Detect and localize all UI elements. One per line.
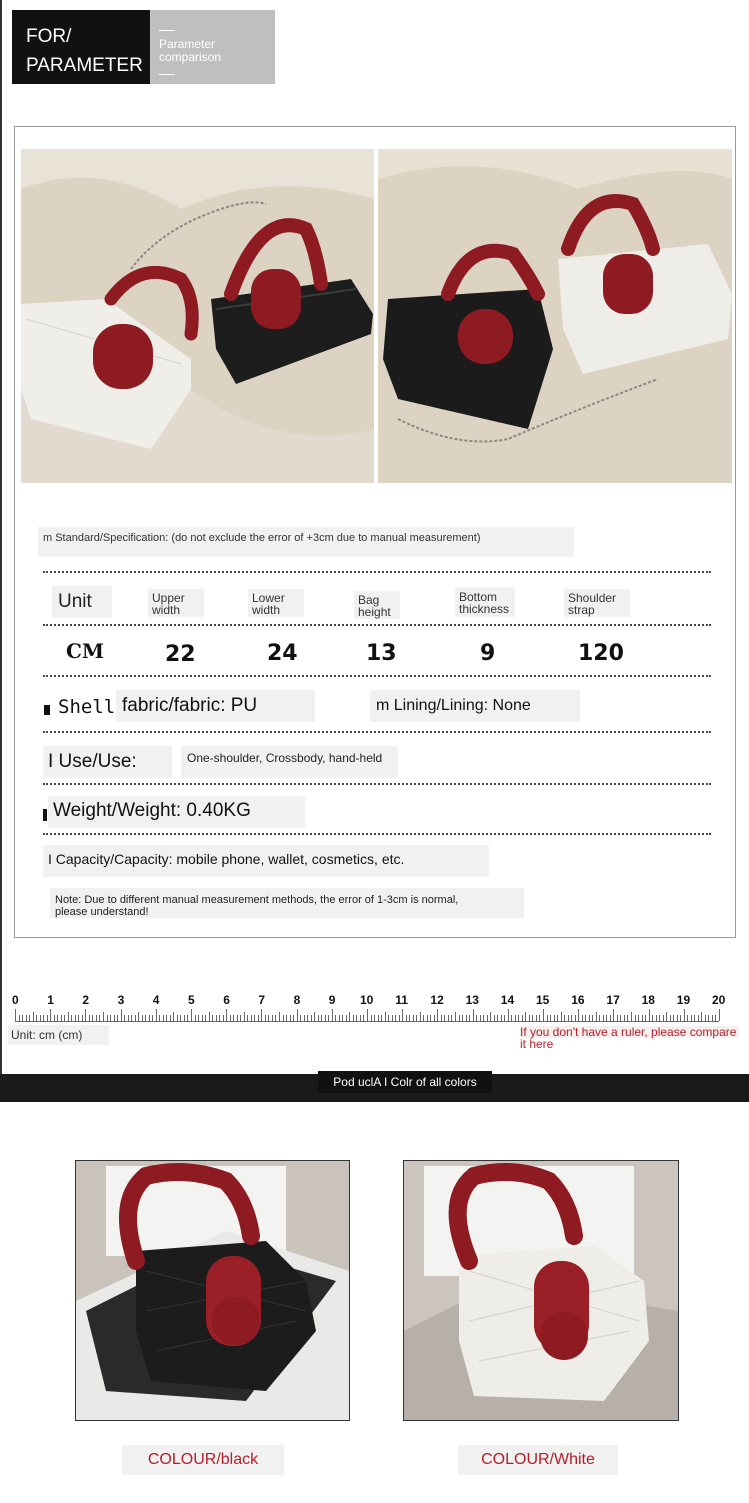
bullet-icon	[44, 705, 50, 715]
col-header-upper-l1: Upper	[152, 591, 185, 605]
ruler-tick	[149, 1015, 150, 1021]
ruler-tick	[571, 1015, 572, 1021]
ruler-tick	[247, 1015, 248, 1021]
ruler-tick	[142, 1015, 143, 1021]
ruler-tick	[497, 1015, 498, 1021]
ruler-tick	[529, 1015, 530, 1021]
ruler-tick	[209, 1012, 210, 1021]
ruler-tick	[666, 1012, 667, 1021]
ruler-tick	[413, 1015, 414, 1021]
ruler-number: 6	[223, 993, 230, 1007]
ruler-tick	[272, 1015, 273, 1021]
col-header-upper-width	[148, 589, 204, 617]
ruler-tick	[180, 1015, 181, 1021]
ruler-tick	[230, 1015, 231, 1021]
measurement-note	[50, 888, 524, 918]
ruler-tick	[96, 1015, 97, 1021]
ruler-tick	[596, 1012, 597, 1021]
col-header-height-l1: Bag	[358, 593, 380, 607]
ruler-tick	[638, 1015, 639, 1021]
ruler-tick	[19, 1015, 20, 1021]
ruler-tick	[198, 1015, 199, 1021]
ruler-tick	[480, 1015, 481, 1021]
ruler-tick	[656, 1015, 657, 1021]
ruler-tick	[279, 1012, 280, 1021]
value-unit: CM	[66, 639, 105, 663]
ruler-tick	[441, 1015, 442, 1021]
col-header-lower-width	[248, 589, 304, 617]
value-upper-width: 22	[165, 642, 196, 667]
ruler-tick	[223, 1015, 224, 1021]
ruler-tick	[455, 1012, 456, 1021]
ruler-number: 11	[395, 993, 408, 1007]
ruler-tick	[673, 1015, 674, 1021]
shell-prefix: Shell	[58, 696, 116, 718]
ruler-tick	[406, 1015, 407, 1021]
ruler-tick	[483, 1015, 484, 1021]
ruler-tick	[374, 1015, 375, 1021]
ruler-tick	[578, 1009, 579, 1021]
ruler-tick	[138, 1012, 139, 1021]
ruler-tick	[649, 1009, 650, 1021]
ruler-tick	[40, 1015, 41, 1021]
ruler-tick	[557, 1015, 558, 1021]
caption-black: COLOUR/black	[122, 1445, 284, 1475]
divider-2	[43, 624, 711, 626]
divider-1	[43, 571, 711, 573]
ruler-tick	[283, 1015, 284, 1021]
ruler-tick	[504, 1015, 505, 1021]
compare-line2: it here	[520, 1037, 554, 1051]
ruler-tick	[490, 1012, 491, 1021]
ruler-tick	[240, 1015, 241, 1021]
ruler-tick	[462, 1015, 463, 1021]
ruler-tick	[536, 1015, 537, 1021]
section-title-line2: PARAMETER	[26, 55, 143, 76]
ruler-tick	[293, 1015, 294, 1021]
ruler-tick	[610, 1015, 611, 1021]
ruler-tick	[423, 1015, 424, 1021]
ruler-tick	[156, 1009, 157, 1021]
ruler-tick	[261, 1009, 262, 1021]
ruler-tick	[677, 1015, 678, 1021]
ruler-tick	[416, 1015, 417, 1021]
ruler-tick	[515, 1015, 516, 1021]
ruler-tick	[409, 1015, 410, 1021]
ruler-tick	[367, 1009, 368, 1021]
product-photo-right	[378, 149, 732, 483]
ruler-tick	[29, 1015, 30, 1021]
ruler-tick	[473, 1009, 474, 1021]
ruler-tick	[547, 1015, 548, 1021]
weight-bullet-icon	[43, 809, 47, 821]
ruler-tick	[237, 1015, 238, 1021]
ruler-tick	[321, 1015, 322, 1021]
use-value: One-shoulder, Crossbody, hand-held	[181, 746, 398, 778]
ruler-tick	[346, 1015, 347, 1021]
ruler-tick	[564, 1015, 565, 1021]
section-title-block	[12, 10, 150, 84]
ruler-number: 13	[465, 993, 479, 1007]
page-edge-line	[0, 0, 2, 1075]
divider-6	[43, 833, 711, 835]
ruler-tick	[494, 1015, 495, 1021]
ruler-tick	[582, 1015, 583, 1021]
ruler-tick	[103, 1012, 104, 1021]
ruler-tick	[659, 1015, 660, 1021]
ruler-tick	[124, 1015, 125, 1021]
ruler-tick	[691, 1015, 692, 1021]
ruler-tick	[712, 1015, 713, 1021]
col-header-lower-l2: width	[252, 603, 281, 617]
ruler-number: 17	[606, 993, 620, 1007]
ruler-tick	[392, 1015, 393, 1021]
ruler-tick	[68, 1012, 69, 1021]
ruler-tick	[219, 1015, 220, 1021]
ruler-number: 2	[82, 993, 90, 1007]
ruler-tick	[99, 1015, 100, 1021]
capacity-info: I Capacity/Capacity: mobile phone, wallet, cosmetics, etc.	[43, 845, 489, 877]
ruler-number: 1	[47, 993, 54, 1007]
ruler-number: 12	[430, 993, 444, 1007]
ruler-tick	[205, 1015, 206, 1021]
ruler-tick	[561, 1012, 562, 1021]
ruler-tick	[216, 1015, 217, 1021]
ruler-tick	[318, 1015, 319, 1021]
ruler-tick	[430, 1015, 431, 1021]
ruler-tick	[226, 1009, 227, 1021]
ruler-tick	[378, 1015, 379, 1021]
lining-info: m Lining/Lining: None	[370, 690, 580, 722]
section-title-line1: FOR/	[26, 26, 72, 47]
value-bottom-thickness: 9	[480, 641, 496, 666]
ruler-tick	[107, 1015, 108, 1021]
ruler-tick	[297, 1009, 298, 1021]
ruler-tick	[314, 1012, 315, 1021]
ruler-number: 7	[258, 993, 266, 1007]
ruler-tick	[684, 1009, 685, 1021]
ruler-number: 16	[571, 993, 585, 1007]
ruler-number: 3	[117, 993, 125, 1007]
value-lower-width: 24	[267, 641, 298, 666]
ruler-tick	[501, 1015, 502, 1021]
ruler-tick	[258, 1015, 259, 1021]
ruler-tick	[78, 1015, 79, 1021]
ruler-tick	[300, 1015, 301, 1021]
ruler-tick	[233, 1015, 234, 1021]
ruler-tick	[290, 1015, 291, 1021]
ruler-number: 10	[360, 993, 374, 1007]
ruler-number: 19	[676, 993, 691, 1007]
shell-fabric: fabric/fabric: PU	[116, 690, 315, 722]
ruler-tick	[33, 1012, 34, 1021]
ruler-tick	[522, 1015, 523, 1021]
ruler-tick	[307, 1015, 308, 1021]
ruler-tick	[304, 1015, 305, 1021]
ruler-tick	[420, 1012, 421, 1021]
ruler-tick	[434, 1015, 435, 1021]
ruler-tick	[85, 1009, 86, 1021]
ruler-tick	[599, 1015, 600, 1021]
ruler-tick	[448, 1015, 449, 1021]
ruler-tick	[43, 1015, 44, 1021]
ruler-tick	[163, 1015, 164, 1021]
ruler-tick	[444, 1015, 445, 1021]
ruler-number: 20	[712, 993, 726, 1007]
section-subtitle-block	[150, 10, 275, 84]
use-label: I Use/Use:	[43, 746, 172, 778]
ruler-number: 14	[500, 993, 515, 1007]
ruler-tick	[698, 1015, 699, 1021]
ruler-tick	[311, 1015, 312, 1021]
subtitle-dash-top	[159, 30, 175, 31]
ruler-tick	[26, 1015, 27, 1021]
ruler-tick	[332, 1009, 333, 1021]
ruler-tick	[631, 1012, 632, 1021]
col-header-bag-height	[354, 591, 400, 619]
ruler-tick	[670, 1015, 671, 1021]
ruler-tick	[603, 1015, 604, 1021]
ruler-tick	[388, 1015, 389, 1021]
ruler-number: 4	[152, 993, 160, 1007]
ruler-tick	[173, 1012, 174, 1021]
ruler-tick	[353, 1015, 354, 1021]
ruler-tick	[694, 1015, 695, 1021]
ruler-tick	[212, 1015, 213, 1021]
ruler-tick	[554, 1015, 555, 1021]
ruler-tick	[22, 1015, 23, 1021]
ruler-tick	[110, 1015, 111, 1021]
ruler-tick	[275, 1015, 276, 1021]
ruler-tick	[356, 1015, 357, 1021]
col-header-strap-l1: Shoulder	[568, 591, 617, 605]
col-header-strap-l2: strap	[568, 603, 595, 617]
ruler-tick	[114, 1015, 115, 1021]
ruler-tick	[575, 1015, 576, 1021]
ruler-tick	[385, 1012, 386, 1021]
ruler-unit-label: Unit: cm (cm)	[8, 1025, 109, 1045]
ruler-tick	[701, 1012, 702, 1021]
ruler-tick	[539, 1015, 540, 1021]
ruler-tick	[89, 1015, 90, 1021]
ruler-tick	[339, 1015, 340, 1021]
ruler-tick	[642, 1015, 643, 1021]
col-header-upper-l2: width	[152, 603, 181, 617]
ruler-tick	[251, 1015, 252, 1021]
col-header-bottom-l1: Bottom	[459, 590, 498, 604]
subtitle-dash-bottom	[159, 74, 175, 75]
ruler-tick	[187, 1015, 188, 1021]
ruler-tick	[363, 1015, 364, 1021]
ruler-tick	[395, 1015, 396, 1021]
ruler-tick	[268, 1015, 269, 1021]
ruler-tick	[57, 1015, 58, 1021]
ruler-tick	[159, 1015, 160, 1021]
ruler-tick	[715, 1015, 716, 1021]
ruler-tick	[145, 1015, 146, 1021]
compare-line1: If you don't have a ruler, please compare	[520, 1026, 739, 1038]
ruler-tick	[451, 1015, 452, 1021]
ruler-tick	[342, 1015, 343, 1021]
ruler-tick	[184, 1015, 185, 1021]
ruler-tick	[532, 1015, 533, 1021]
ruler-tick	[202, 1015, 203, 1021]
col-header-unit: Unit	[52, 586, 112, 618]
note-line2: please understand!	[55, 906, 149, 918]
note-line1: Note: Due to different manual measurement methods, the error of 1-3cm is normal,	[55, 894, 459, 906]
ruler-tick	[705, 1015, 706, 1021]
product-photo-black	[75, 1160, 350, 1421]
ruler-tick	[627, 1015, 628, 1021]
ruler-number: 9	[328, 993, 336, 1007]
ruler-tick	[589, 1015, 590, 1021]
ruler-tick	[680, 1015, 681, 1021]
ruler-tick	[360, 1015, 361, 1021]
ruler-tick	[371, 1015, 372, 1021]
ruler-tick	[54, 1015, 55, 1021]
ruler-tick	[437, 1009, 438, 1021]
ruler-tick	[50, 1009, 51, 1021]
ruler-tick	[466, 1015, 467, 1021]
ruler-tick	[620, 1015, 621, 1021]
ruler-tick	[511, 1015, 512, 1021]
ruler-tick	[71, 1015, 72, 1021]
colors-band-label: Pod uclA I Colr of all colors	[318, 1071, 492, 1093]
ruler-tick	[708, 1015, 709, 1021]
ruler-number: 0	[12, 993, 19, 1007]
ruler-tick	[568, 1015, 569, 1021]
ruler-tick	[525, 1012, 526, 1021]
ruler-tick	[170, 1015, 171, 1021]
weight-info: Weight/Weight: 0.40KG	[48, 796, 305, 828]
ruler-tick	[335, 1015, 336, 1021]
ruler-number: 8	[293, 993, 301, 1007]
ruler-tick	[613, 1009, 614, 1021]
ruler-baseline	[15, 1021, 719, 1022]
divider-4	[43, 731, 711, 733]
ruler-tick	[166, 1015, 167, 1021]
ruler-tick	[61, 1015, 62, 1021]
ruler-compare-note	[517, 1026, 739, 1052]
divider-3	[43, 675, 711, 677]
ruler-tick	[592, 1015, 593, 1021]
ruler-number: 18	[641, 993, 655, 1007]
ruler-tick	[195, 1015, 196, 1021]
caption-white: COLOUR/White	[458, 1445, 618, 1475]
col-header-bottom-thickness	[455, 587, 515, 617]
ruler-tick	[286, 1015, 287, 1021]
subtitle-line1: Parameter	[159, 37, 216, 51]
col-header-bottom-l2: thickness	[459, 602, 510, 616]
ruler-tick	[191, 1009, 192, 1021]
ruler-tick	[487, 1015, 488, 1021]
ruler-tick	[117, 1015, 118, 1021]
ruler-tick	[121, 1009, 122, 1021]
ruler-tick	[36, 1015, 37, 1021]
ruler-tick	[328, 1015, 329, 1021]
value-bag-height: 13	[366, 641, 397, 666]
ruler-tick	[135, 1015, 136, 1021]
ruler-tick	[652, 1015, 653, 1021]
ruler-tick	[92, 1015, 93, 1021]
ruler-tick	[518, 1015, 519, 1021]
ruler-tick	[719, 1009, 720, 1021]
product-photo-white	[403, 1160, 679, 1421]
ruler-tick	[402, 1009, 403, 1021]
ruler-tick	[624, 1015, 625, 1021]
ruler-tick	[427, 1015, 428, 1021]
ruler-tick	[381, 1015, 382, 1021]
ruler-tick	[399, 1015, 400, 1021]
ruler-tick	[177, 1015, 178, 1021]
ruler-tick	[244, 1012, 245, 1021]
standard-note: m Standard/Specification: (do not exclude the error of +3cm due to manual measurement)	[38, 527, 574, 557]
ruler-tick	[585, 1015, 586, 1021]
ruler-tick	[645, 1015, 646, 1021]
col-header-lower-l1: Lower	[252, 591, 285, 605]
ruler-number: 15	[536, 993, 550, 1007]
ruler-tick	[47, 1015, 48, 1021]
ruler-tick	[131, 1015, 132, 1021]
value-shoulder-strap: 120	[578, 641, 624, 666]
ruler-tick	[349, 1012, 350, 1021]
ruler-tick	[508, 1009, 509, 1021]
col-header-height-l2: height	[358, 605, 391, 619]
ruler-tick	[459, 1015, 460, 1021]
ruler-tick	[663, 1015, 664, 1021]
ruler	[0, 990, 749, 1030]
ruler-tick	[152, 1015, 153, 1021]
ruler-tick	[75, 1015, 76, 1021]
ruler-tick	[325, 1015, 326, 1021]
ruler-number: 5	[188, 993, 195, 1007]
col-header-shoulder-strap	[564, 589, 630, 617]
subtitle-line2: comparison	[159, 50, 222, 64]
ruler-tick	[635, 1015, 636, 1021]
product-photo-left	[21, 149, 374, 483]
ruler-tick	[617, 1015, 618, 1021]
ruler-tick	[543, 1009, 544, 1021]
divider-5	[43, 783, 711, 785]
ruler-tick	[476, 1015, 477, 1021]
ruler-tick	[265, 1015, 266, 1021]
ruler-tick	[687, 1015, 688, 1021]
ruler-tick	[128, 1015, 129, 1021]
ruler-tick	[254, 1015, 255, 1021]
ruler-tick	[469, 1015, 470, 1021]
ruler-tick	[15, 1009, 16, 1021]
ruler-tick	[82, 1015, 83, 1021]
ruler-tick	[606, 1015, 607, 1021]
ruler-tick	[550, 1015, 551, 1021]
ruler-tick	[64, 1015, 65, 1021]
